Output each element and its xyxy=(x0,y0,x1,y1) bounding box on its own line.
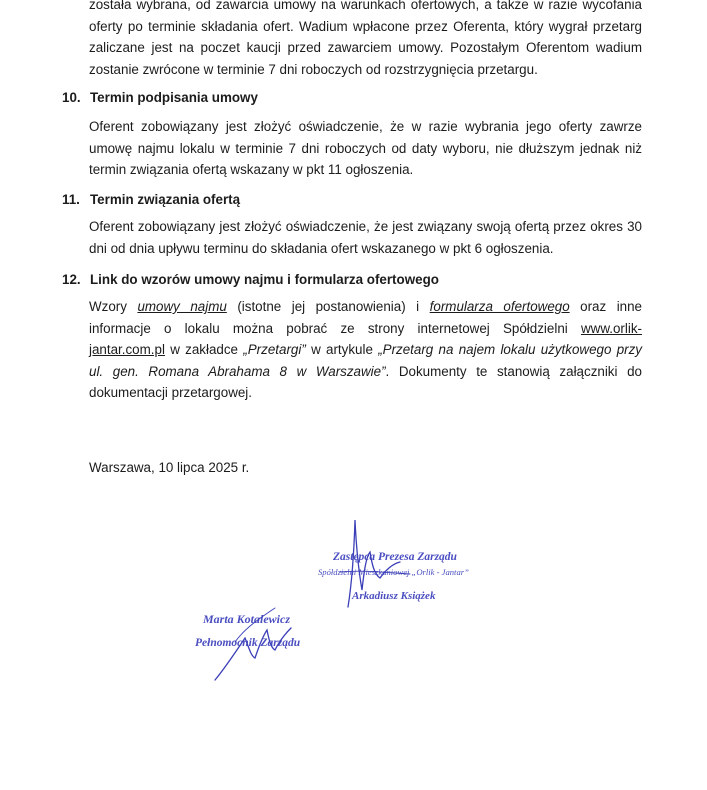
section-12-paragraph xyxy=(89,296,642,404)
article-title-continued: ul. gen. Romana Abrahama 8 w Warszawie” xyxy=(89,363,386,379)
stamp-title-right: Zastępca Prezesa Zarządu xyxy=(333,551,457,563)
text-line xyxy=(89,318,642,340)
tab-name: „Przetargi” xyxy=(243,342,306,357)
text-line: zostanie zwrócone w terminie 7 dni roboczych od rozstrzygnięcia przetargu. xyxy=(89,61,538,77)
section-title: Termin podpisania umowy xyxy=(90,90,258,105)
place-and-date: Warszawa, 10 lipca 2025 r. xyxy=(89,460,250,475)
section-title: Link do wzorów umowy najmu i formularza ofertowego xyxy=(90,272,439,287)
stamp-name-left: Marta Kotalewicz xyxy=(203,612,291,626)
text-fragment: informacje o lokalu można pobrać ze strony internetowej Spółdzielni xyxy=(89,320,581,336)
text-line: umowę najmu lokalu w terminie 7 dni roboczych od daty wyboru, nie dłuższym jednak niż xyxy=(89,140,642,156)
section-10-paragraph xyxy=(89,116,642,181)
section-9-paragraph xyxy=(89,0,642,80)
section-11-paragraph xyxy=(89,216,642,259)
text-line: dokumentacji przetargowej. xyxy=(89,385,253,400)
text-line xyxy=(89,361,642,383)
article-title: „Przetarg na najem lokalu użytkowego przy xyxy=(378,342,643,357)
section-number: 12. xyxy=(62,272,81,287)
section-number: 10. xyxy=(62,90,81,105)
stamp-title-left: Pełnomocnik Zarządu xyxy=(195,637,301,649)
text-line: dni od dnia upływu terminu do składania ofert wskazanego w pkt 6 ogłoszenia. xyxy=(89,240,554,256)
text-line xyxy=(89,296,642,318)
website-link[interactable]: www.orlik- xyxy=(580,320,642,336)
website-link-continued[interactable]: jantar.com.pl xyxy=(89,342,165,357)
contract-template-link[interactable]: umowy najmu xyxy=(137,299,227,314)
text-line: Oferent zobowiązany jest złożyć oświadczenie, że w razie wybrania jego oferty zawrze xyxy=(89,119,642,134)
text-line xyxy=(89,339,642,361)
stamp-name-right: Arkadiusz Książek xyxy=(352,590,436,602)
text-fragment: (istotne jej postanowienia) i xyxy=(226,299,430,314)
text-fragment: . Dokumenty te stanowią załączniki do xyxy=(385,363,642,379)
text-line: oferty po terminie składania ofert. Wadium wpłacone przez Oferenta, który wygrał przetarg xyxy=(89,18,642,34)
text-line: termin związania ofertą wskazany w pkt 11 ogłoszenia. xyxy=(89,162,414,177)
text-fragment: w zakładce xyxy=(164,342,244,357)
text-fragment: Wzory xyxy=(89,299,138,314)
stamp-organization: Spółdzielni Mieszkaniowej „Orlik - Jantar” xyxy=(318,567,469,577)
offer-form-link[interactable]: formularza ofertowego xyxy=(429,299,570,314)
section-title: Termin związania ofertą xyxy=(90,192,241,207)
text-fragment: oraz inne xyxy=(569,299,643,314)
section-number: 11. xyxy=(62,192,80,207)
text-line: Oferent zobowiązany jest złożyć oświadczenie, że jest związany swoją ofertą przez okres 30 xyxy=(89,219,642,234)
section-12-heading xyxy=(62,271,439,289)
section-11-heading xyxy=(62,191,240,209)
text-fragment: w artykule xyxy=(305,342,379,357)
signature-right-icon xyxy=(300,512,440,612)
signature-left-icon xyxy=(205,598,315,688)
text-line: została wybrana, od zawarcia umowy na warunkach ofertowych, a także w razie wycofania xyxy=(89,0,642,12)
section-10-heading xyxy=(62,89,258,107)
text-line: zaliczane jest na poczet kaucji przed zawarciem umowy. Pozostałym Oferentom wadium xyxy=(89,40,642,55)
